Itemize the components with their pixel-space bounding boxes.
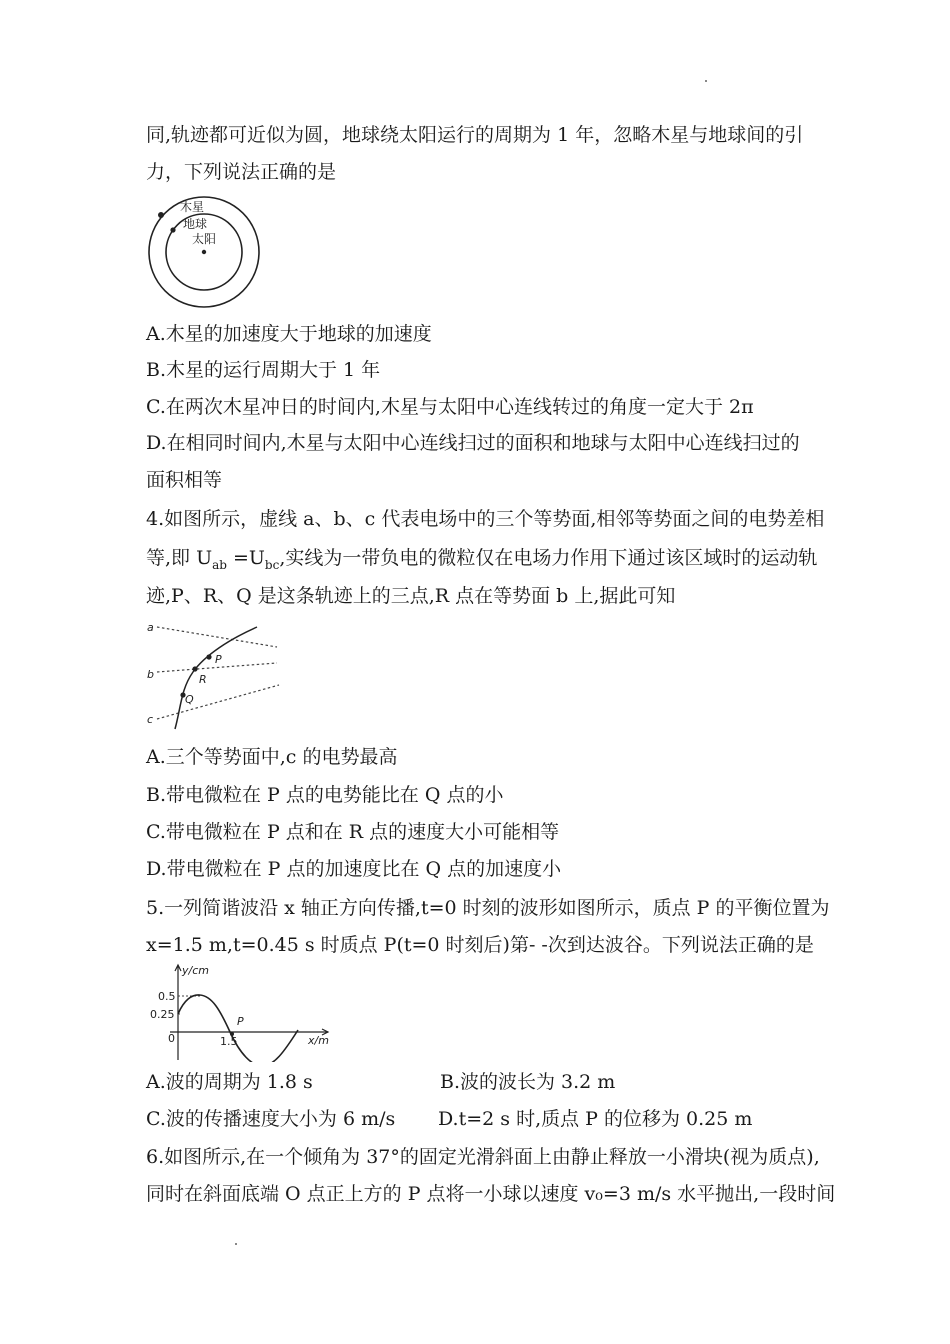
q5-option-a: A.波的周期为 1.8 s: [146, 1071, 313, 1093]
q5-stem-line1: 5.一列简谐波沿 x 轴正方向传播,t=0 时刻的波形如图所示，质点 P 的平衡位置为: [146, 897, 830, 919]
q4-eq: =U: [226, 547, 265, 569]
label-r: R: [199, 673, 207, 686]
sun-label: 太阳: [192, 232, 217, 246]
q4-option-d: D.带电微粒在 P 点的加速度比在 Q 点的加速度小: [146, 858, 562, 880]
equipotential-figure: [145, 617, 285, 732]
orbit-figure: [145, 195, 270, 310]
jupiter-dot: [158, 212, 164, 218]
label-b: b: [147, 668, 154, 681]
q3-option-d-line1: D.在相同时间内,木星与太阳中心连线扫过的面积和地球与太阳中心连线扫过的: [146, 432, 800, 454]
q3-option-a: A.木星的加速度大于地球的加速度: [146, 323, 432, 345]
tick-y-05: 0.5: [158, 990, 176, 1003]
equipotential-a: [157, 627, 277, 647]
q4-option-c: C.带电微粒在 P 点和在 R 点的速度大小可能相等: [146, 821, 560, 843]
earth-dot: [170, 227, 175, 232]
wave-curve: [178, 995, 298, 1062]
point-p: [206, 654, 211, 659]
q6-stem-line2: 同时在斜面底端 O 点正上方的 P 点将一小球以速度 v₀=3 m/s 水平抛出,一段时间: [146, 1183, 836, 1205]
q4-stem-line2: [146, 545, 817, 578]
q4-sub-bc: bc: [264, 557, 280, 572]
q5-option-d: D.t=2 s 时,质点 P 的位移为 0.25 m: [438, 1108, 753, 1130]
tick-y-025: 0.25: [150, 1008, 175, 1021]
label-a: a: [147, 621, 154, 634]
q5-stem-line2: x=1.5 m,t=0.45 s 时质点 P(t=0 时刻后)第- -次到达波谷。下列说法正确的是: [146, 934, 814, 956]
q4-stem-post: ,实线为一带负电的微粒仅在电场力作用下通过该区域时的运动轨: [279, 547, 818, 569]
q3-stem-line2: 力，下列说法正确的是: [146, 161, 337, 183]
q3-option-c: C.在两次木星冲日的时间内,木星与太阳中心连线转过的角度一定大于 2π: [146, 396, 754, 418]
x-axis-label: x/m: [308, 1034, 329, 1047]
y-axis-label: y/cm: [182, 964, 209, 977]
label-c: c: [147, 713, 154, 726]
earth-label: 地球: [183, 217, 208, 231]
q4-stem-pre: 等,即 U: [146, 547, 213, 569]
wave-label-p: P: [237, 1015, 244, 1028]
label-p: P: [215, 653, 222, 666]
wave-figure: [148, 962, 338, 1062]
particle-trajectory: [175, 627, 257, 729]
q4-stem-line3: 迹,P、R、Q 是这条轨迹上的三点,R 点在等势面 b 上,据此可知: [146, 585, 676, 607]
q4-option-b: B.带电微粒在 P 点的电势能比在 Q 点的小: [146, 784, 504, 806]
q4-sub-ab: ab: [212, 557, 227, 572]
point-r: [192, 666, 197, 671]
sun-dot: [202, 250, 206, 254]
q6-stem-line1: 6.如图所示,在一个倾角为 37°的固定光滑斜面上由静止释放一小滑块(视为质点),: [146, 1146, 820, 1168]
label-q: Q: [185, 693, 194, 706]
jupiter-label: 木星: [180, 200, 205, 214]
q3-stem-line1: 同,轨迹都可近似为圆，地球绕太阳运行的周期为 1 年，忽略木星与地球间的引: [146, 124, 804, 146]
q3-option-b: B.木星的运行周期大于 1 年: [146, 359, 381, 381]
q4-stem-line1: 4.如图所示，虚线 a、b、c 代表电场中的三个等势面,相邻等势面之间的电势差相: [146, 508, 825, 530]
scan-mark-bottom: [235, 1243, 237, 1245]
tick-origin: 0: [168, 1032, 175, 1045]
scan-mark-top: [705, 80, 707, 82]
tick-x-15: 1.5: [220, 1035, 238, 1048]
q4-option-a: A.三个等势面中,c 的电势最高: [146, 746, 398, 768]
q3-option-d-line2: 面积相等: [146, 469, 223, 491]
q5-option-b: B.波的波长为 3.2 m: [440, 1071, 616, 1093]
q5-option-c: C.波的传播速度大小为 6 m/s: [146, 1108, 396, 1130]
equipotential-c: [157, 685, 279, 719]
